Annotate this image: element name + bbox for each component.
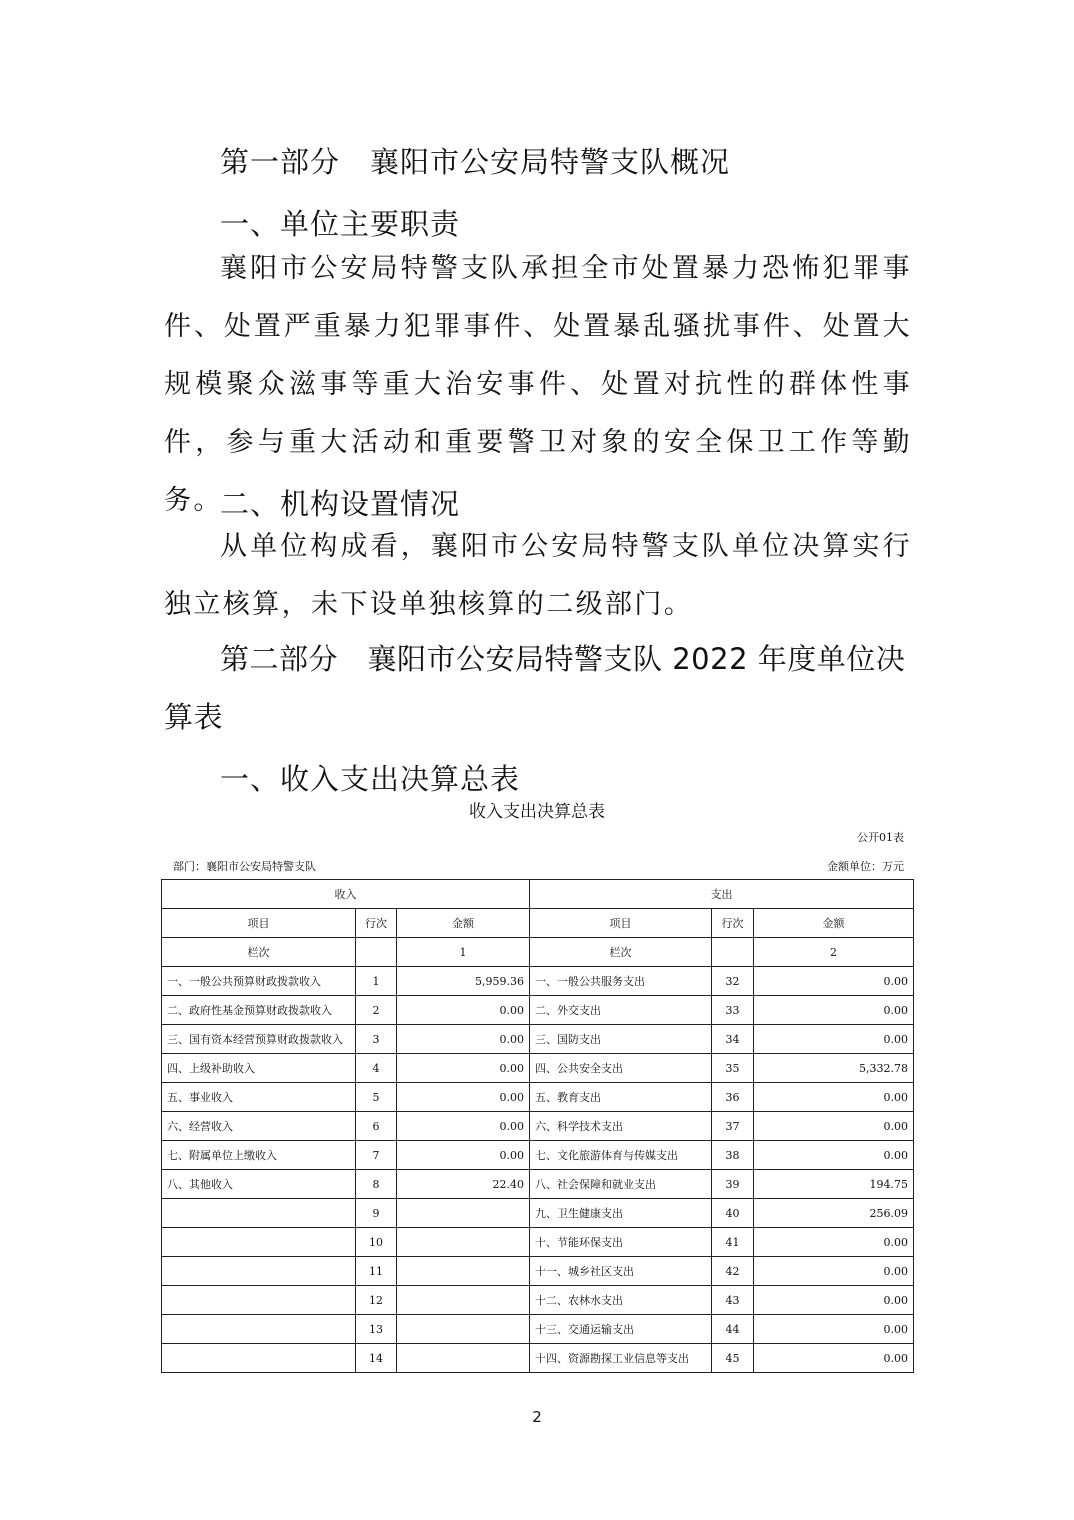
exp-item-cell: 八、社会保障和就业支出	[530, 1170, 712, 1199]
exp-no-cell: 43	[712, 1286, 754, 1315]
table-row	[162, 1141, 914, 1170]
inc-item-cell	[162, 1315, 356, 1344]
empty-cell	[356, 938, 397, 967]
table-row	[162, 1344, 914, 1373]
exp-no-cell: 38	[712, 1141, 754, 1170]
exp-item-cell: 十一、城乡社区支出	[530, 1257, 712, 1286]
exp-item-cell: 九、卫生健康支出	[530, 1199, 712, 1228]
inc-item-cell	[162, 1286, 356, 1315]
expense-header: 支出	[530, 880, 914, 909]
inc-item-cell: 六、经营收入	[162, 1112, 356, 1141]
section2-body: 从单位构成看，襄阳市公安局特警支队单位决算实行独立核算，未下设单独核算的二级部门。	[164, 531, 912, 620]
exp-item-cell: 十二、农林水支出	[530, 1286, 712, 1315]
page-number: 2	[532, 1408, 542, 1426]
column-header-row	[162, 909, 914, 938]
exp-amt-cell: 0.00	[754, 1141, 914, 1170]
inc-item-cell: 二、政府性基金预算财政拨款收入	[162, 996, 356, 1025]
exp-item-cell: 二、外交支出	[530, 996, 712, 1025]
col-row: 行次	[356, 909, 397, 938]
exp-amt-cell: 0.00	[754, 967, 914, 996]
col-row: 行次	[712, 909, 754, 938]
inc-no-cell: 4	[356, 1054, 397, 1083]
inc-amt-cell: 0.00	[397, 996, 530, 1025]
section1-body: 襄阳市公安局特警支队承担全市处置暴力恐怖犯罪事件、处置严重暴力犯罪事件、处置暴乱骚扰事件、处置大规模聚众滋事等重大治安事件、处置对抗性的群体性事件，参与重大活动和重要警卫对象的安全保卫工作等勤务。	[164, 253, 912, 516]
exp-amt-cell: 0.00	[754, 1344, 914, 1373]
exp-amt-cell: 256.09	[754, 1199, 914, 1228]
amount-unit-label: 金额单位：万元	[827, 860, 904, 873]
exp-no-cell: 33	[712, 996, 754, 1025]
section2-heading: 二、机构设置情况	[220, 487, 461, 521]
exp-amt-cell: 0.00	[754, 1083, 914, 1112]
inc-amt-cell	[397, 1228, 530, 1257]
section3-heading: 一、收入支出决算总表	[220, 762, 521, 796]
exp-no-cell: 45	[712, 1344, 754, 1373]
inc-amt-cell: 22.40	[397, 1170, 530, 1199]
inc-amt-cell: 0.00	[397, 1054, 530, 1083]
inc-amt-cell: 0.00	[397, 1112, 530, 1141]
section1-heading: 一、单位主要职责	[220, 207, 461, 241]
table-row	[162, 1170, 914, 1199]
inc-no-cell: 9	[356, 1199, 397, 1228]
inc-no-cell: 8	[356, 1170, 397, 1199]
empty-cell	[712, 938, 754, 967]
inc-amt-cell: 0.00	[397, 1083, 530, 1112]
inc-item-cell: 五、事业收入	[162, 1083, 356, 1112]
inc-no-cell: 5	[356, 1083, 397, 1112]
exp-no-cell: 42	[712, 1257, 754, 1286]
inc-amt-cell	[397, 1315, 530, 1344]
inc-item-cell	[162, 1344, 356, 1373]
exp-item-cell: 十四、资源勘探工业信息等支出	[530, 1344, 712, 1373]
exp-no-cell: 41	[712, 1228, 754, 1257]
table-row	[162, 1112, 914, 1141]
lanci-label: 栏次	[530, 938, 712, 967]
inc-amt-cell	[397, 1199, 530, 1228]
exp-no-cell: 32	[712, 967, 754, 996]
inc-no-cell: 7	[356, 1141, 397, 1170]
exp-no-cell: 34	[712, 1025, 754, 1054]
exp-item-cell: 三、国防支出	[530, 1025, 712, 1054]
exp-amt-cell: 0.00	[754, 996, 914, 1025]
col-item: 项目	[162, 909, 356, 938]
exp-item-cell: 六、科学技术支出	[530, 1112, 712, 1141]
inc-amt-cell: 0.00	[397, 1141, 530, 1170]
exp-amt-cell: 0.00	[754, 1025, 914, 1054]
table-row	[162, 1025, 914, 1054]
exp-no-cell: 44	[712, 1315, 754, 1344]
exp-amt-cell: 0.00	[754, 1286, 914, 1315]
income-expense-table	[161, 879, 914, 1373]
exp-amt-cell: 0.00	[754, 1228, 914, 1257]
inc-amt-cell	[397, 1344, 530, 1373]
table-caption: 收入支出决算总表	[469, 802, 605, 822]
inc-no-cell: 2	[356, 996, 397, 1025]
exp-amt-cell: 5,332.78	[754, 1054, 914, 1083]
exp-amt-cell: 194.75	[754, 1170, 914, 1199]
inc-item-cell: 七、附属单位上缴收入	[162, 1141, 356, 1170]
exp-item-cell: 五、教育支出	[530, 1083, 712, 1112]
exp-no-cell: 37	[712, 1112, 754, 1141]
table-row	[162, 967, 914, 996]
col-number-1: 1	[397, 938, 530, 967]
part2-title: 第二部分 襄阳市公安局特警支队 2022 年度单位决算表	[164, 642, 906, 734]
lanci-label: 栏次	[162, 938, 356, 967]
inc-amt-cell	[397, 1286, 530, 1315]
col-item: 项目	[530, 909, 712, 938]
table-row	[162, 1257, 914, 1286]
exp-amt-cell: 0.00	[754, 1315, 914, 1344]
table-row	[162, 1199, 914, 1228]
inc-item-cell: 八、其他收入	[162, 1170, 356, 1199]
inc-amt-cell	[397, 1257, 530, 1286]
inc-no-cell: 1	[356, 967, 397, 996]
table-header-row	[162, 880, 914, 909]
table-row	[162, 1315, 914, 1344]
exp-no-cell: 35	[712, 1054, 754, 1083]
inc-no-cell: 13	[356, 1315, 397, 1344]
exp-item-cell: 四、公共安全支出	[530, 1054, 712, 1083]
exp-item-cell: 七、文化旅游体育与传媒支出	[530, 1141, 712, 1170]
table-row	[162, 1054, 914, 1083]
department-label: 部门：襄阳市公安局特警支队	[173, 860, 316, 873]
table-row	[162, 996, 914, 1025]
inc-no-cell: 6	[356, 1112, 397, 1141]
inc-item-cell	[162, 1228, 356, 1257]
part1-title: 第一部分 襄阳市公安局特警支队概况	[220, 145, 731, 179]
inc-no-cell: 10	[356, 1228, 397, 1257]
exp-item-cell: 一、一般公共服务支出	[530, 967, 712, 996]
inc-item-cell	[162, 1199, 356, 1228]
inc-no-cell: 12	[356, 1286, 397, 1315]
exp-no-cell: 36	[712, 1083, 754, 1112]
table-row	[162, 1286, 914, 1315]
table-code: 公开01表	[857, 831, 904, 844]
inc-amt-cell: 0.00	[397, 1025, 530, 1054]
inc-item-cell	[162, 1257, 356, 1286]
inc-no-cell: 14	[356, 1344, 397, 1373]
exp-amt-cell: 0.00	[754, 1112, 914, 1141]
inc-item-cell: 一、一般公共预算财政拨款收入	[162, 967, 356, 996]
col-amount: 金额	[397, 909, 530, 938]
inc-item-cell: 三、国有资本经营预算财政拨款收入	[162, 1025, 356, 1054]
exp-item-cell: 十三、交通运输支出	[530, 1315, 712, 1344]
inc-no-cell: 11	[356, 1257, 397, 1286]
exp-amt-cell: 0.00	[754, 1257, 914, 1286]
income-header: 收入	[162, 880, 530, 909]
exp-no-cell: 39	[712, 1170, 754, 1199]
col-amount: 金额	[754, 909, 914, 938]
inc-amt-cell: 5,959.36	[397, 967, 530, 996]
lanci-row	[162, 938, 914, 967]
inc-no-cell: 3	[356, 1025, 397, 1054]
exp-item-cell: 十、节能环保支出	[530, 1228, 712, 1257]
col-number-2: 2	[754, 938, 914, 967]
exp-no-cell: 40	[712, 1199, 754, 1228]
table-row	[162, 1228, 914, 1257]
table-row	[162, 1083, 914, 1112]
inc-item-cell: 四、上级补助收入	[162, 1054, 356, 1083]
